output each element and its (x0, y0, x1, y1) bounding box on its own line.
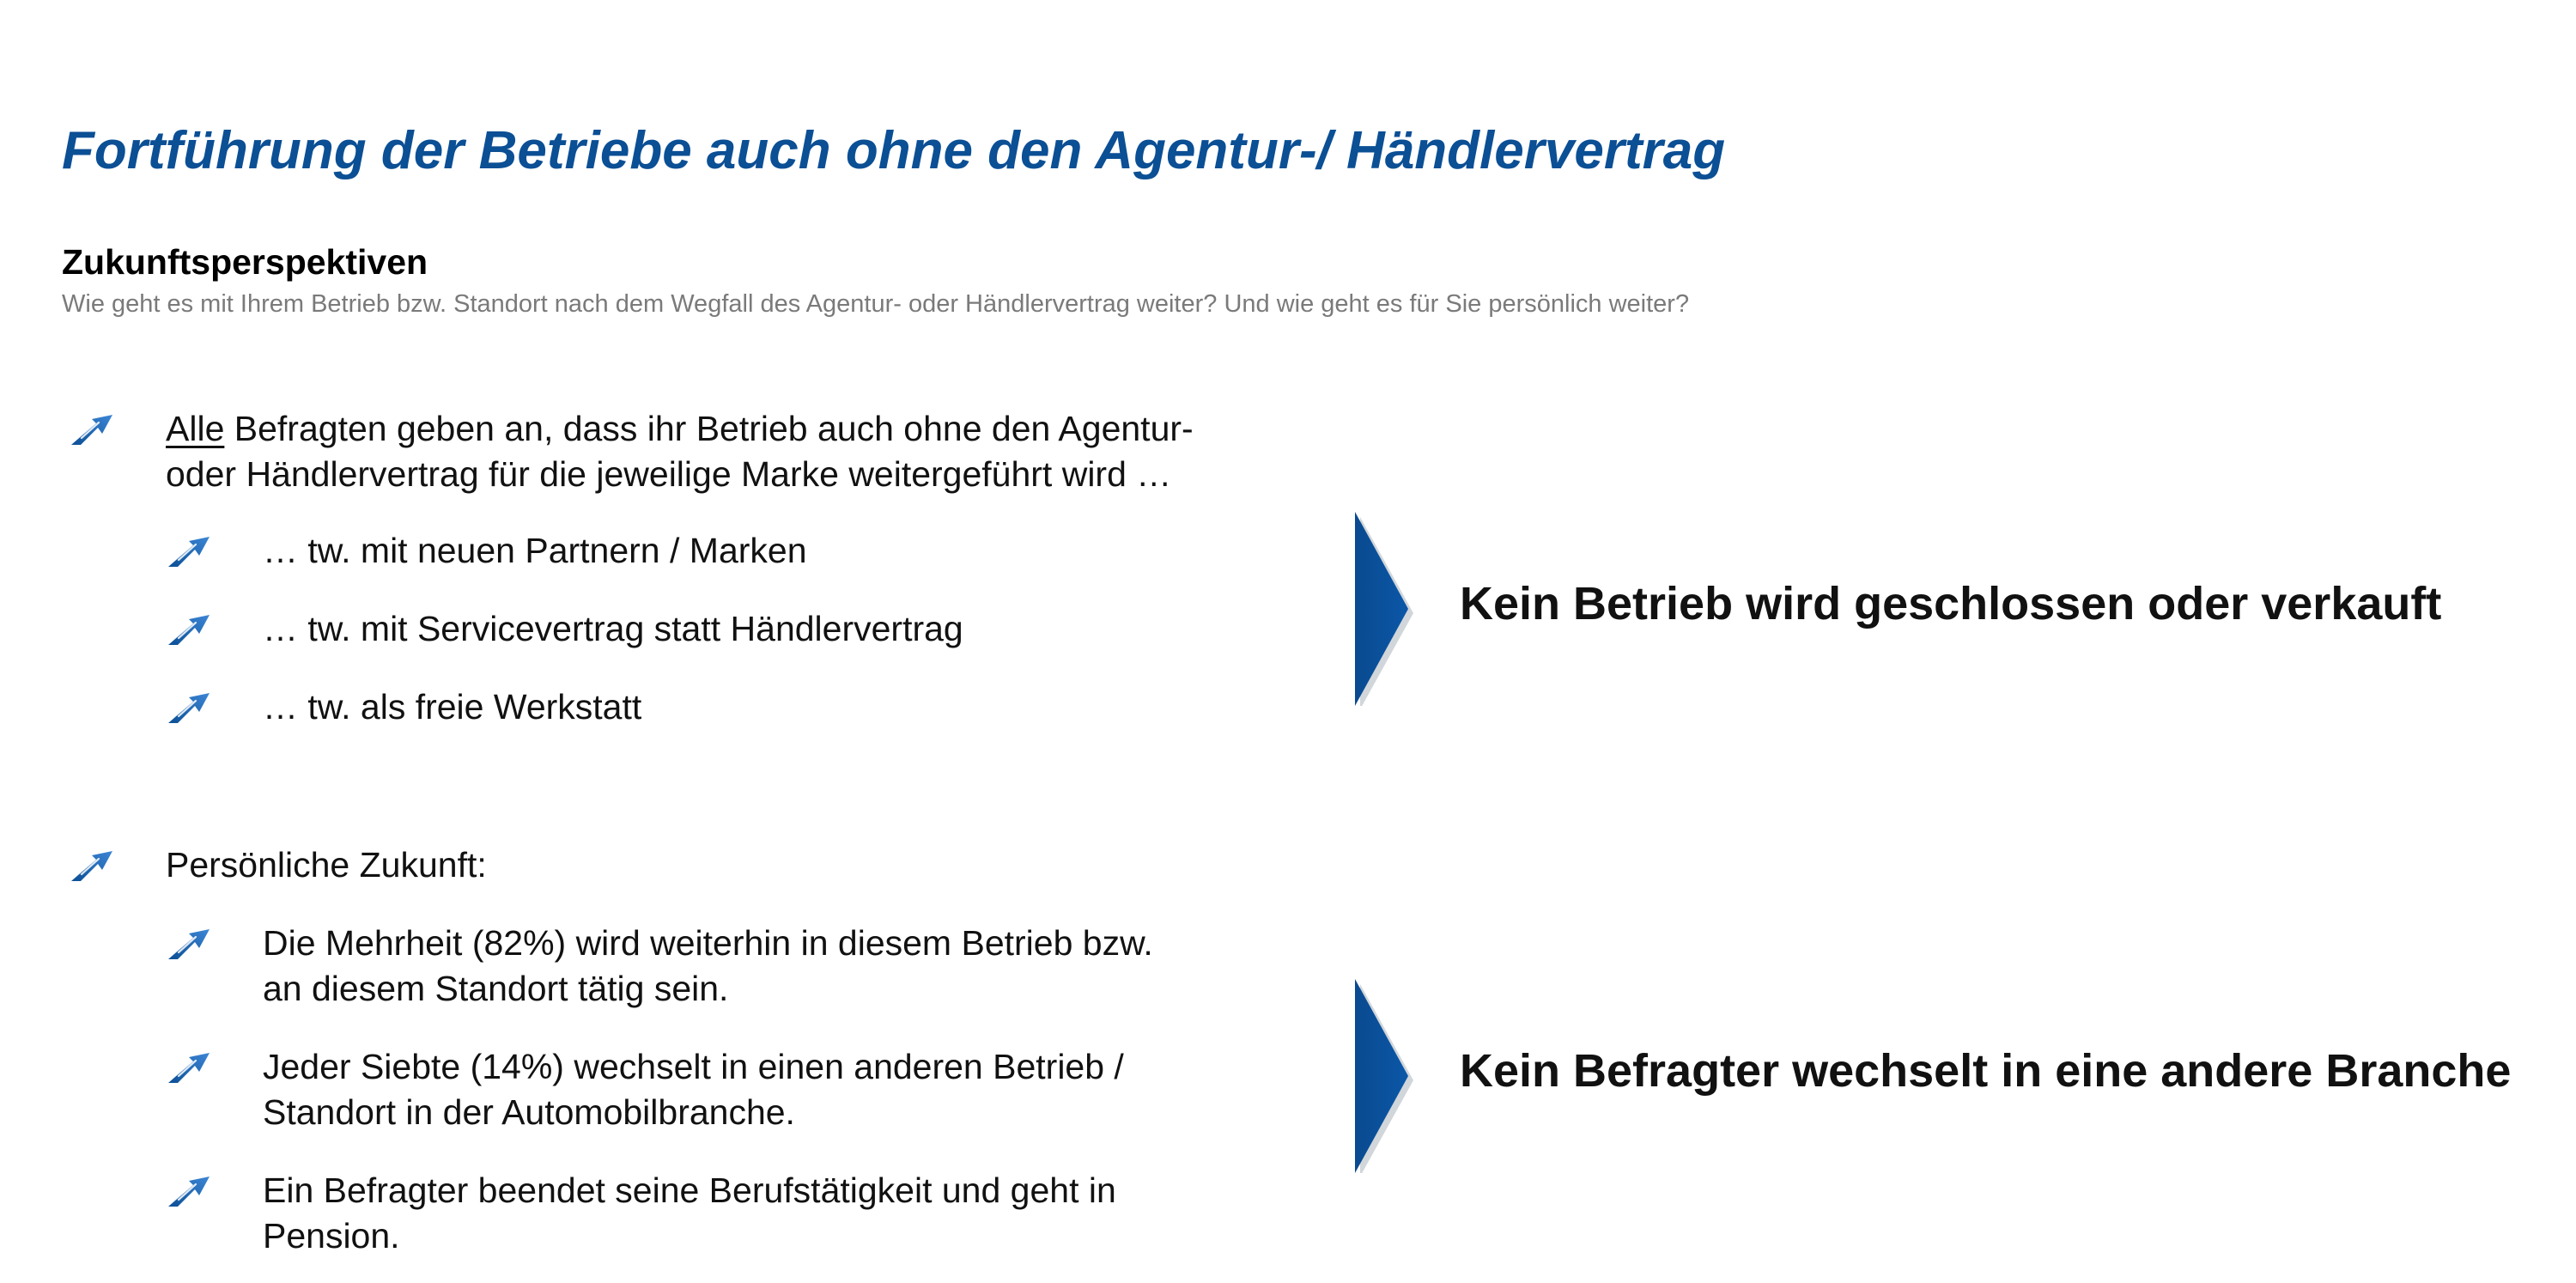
conclusion-industry: Kein Befragter wechselt in eine andere Branche (1460, 1045, 2512, 1097)
arrow-up-right-icon (167, 691, 211, 726)
bullet-text-line2: oder Händlervertrag für die jeweilige Marke weitergeführt wird … (166, 454, 1172, 494)
chevron-right-icon (1353, 512, 1415, 706)
sub-bullet (263, 1044, 1124, 1135)
survey-question: Wie geht es mit Ihrem Betrieb bzw. Standort nach dem Wegfall des Agentur- oder Händlervertrag weiter? Und wie geht es für Sie persönlich weiter? (62, 290, 1690, 318)
sub-bullet (263, 1168, 1116, 1259)
arrow-up-right-icon (70, 849, 114, 884)
sub-bullet-text-line1: Jeder Siebte (14%) wechselt in einen anderen Betrieb / (263, 1047, 1124, 1086)
sub-bullet-text-line2: an diesem Standort tätig sein. (263, 969, 729, 1008)
underlined-word: Alle (166, 409, 225, 448)
sub-bullet (263, 606, 963, 652)
sub-bullet-text: … tw. mit Servicevertrag statt Händlervertrag (263, 609, 963, 648)
section-subtitle: Zukunftsperspektiven (62, 242, 428, 282)
bullet-text: Persönliche Zukunft: (166, 845, 487, 885)
arrow-up-right-icon (167, 613, 211, 648)
sub-bullet-text: … tw. als freie Werkstatt (263, 687, 642, 727)
bullet-personal-future (166, 842, 487, 888)
sub-bullet (263, 684, 641, 730)
conclusion-business: Kein Betrieb wird geschlossen oder verkauft (1460, 578, 2442, 629)
arrow-up-right-icon (167, 535, 211, 569)
arrow-up-right-icon (167, 1051, 211, 1085)
sub-bullet-text: … tw. mit neuen Partnern / Marken (263, 531, 807, 570)
bullet-text-line1: Befragten geben an, dass ihr Betrieb auch ohne den Agentur- (224, 409, 1194, 448)
bullet-all-respondents (166, 406, 1194, 497)
chevron-right-icon (1353, 979, 1415, 1173)
sub-bullet-text-line2: Standort in der Automobilbranche. (263, 1092, 795, 1132)
sub-bullet-text-line2: Pension. (263, 1216, 400, 1256)
arrow-up-right-icon (167, 1175, 211, 1209)
arrow-up-right-icon (70, 413, 114, 447)
sub-bullet (263, 921, 1153, 1012)
arrow-up-right-icon (167, 927, 211, 962)
page-title: Fortführung der Betriebe auch ohne den Agentur-/ Händlervertrag (62, 121, 1726, 180)
sub-bullet-text-line1: Die Mehrheit (82%) wird weiterhin in diesem Betrieb bzw. (263, 923, 1153, 963)
sub-bullet-text-line1: Ein Befragter beendet seine Berufstätigkeit und geht in (263, 1171, 1116, 1210)
sub-bullet (263, 528, 807, 574)
